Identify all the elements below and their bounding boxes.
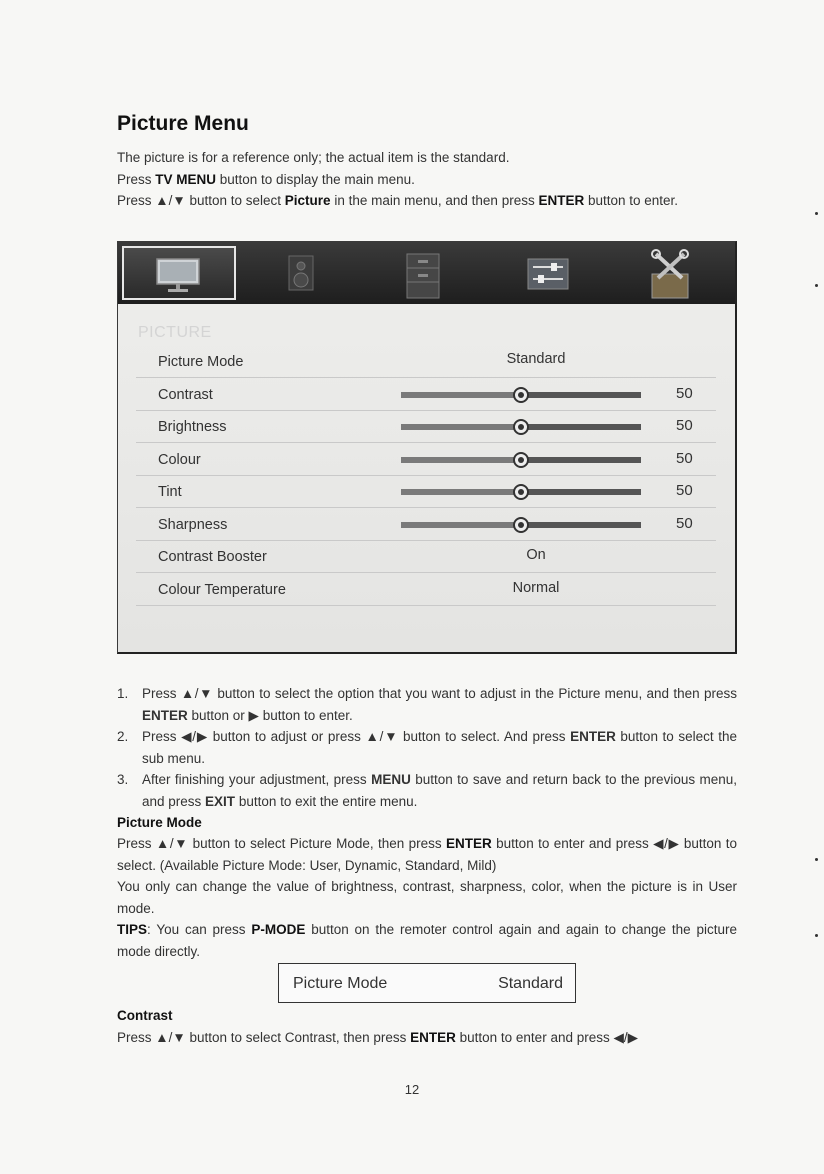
contrast-heading: Contrast (117, 1008, 173, 1023)
step-3: 3. After finishing your adjustment, press MENU button to save and return back to the previous menu, and press EXIT button to exit the entire menu. (117, 772, 737, 809)
menu-row-contrast-booster[interactable] (136, 540, 716, 573)
tips-paragraph: TIPS: You can press P-MODE button on the remoter control again and again to change the picture mode directly. (117, 922, 737, 959)
margin-mark (815, 934, 818, 937)
user-mode-paragraph: You only can change the value of brightness, contrast, sharpness, color, when the picture is in User mode. (117, 879, 737, 916)
intro-line-3: Press ▲/▼ button to select Picture in the main menu, and then press ENTER button to enter. (117, 193, 679, 208)
menu-row-brightness[interactable] (136, 410, 716, 443)
menu-row-colour-temperature[interactable] (136, 573, 716, 606)
page-number: 12 (404, 1082, 420, 1097)
intro-line-1: The picture is for a reference only; the actual item is the standard. (117, 150, 510, 165)
slider-knob[interactable] (513, 452, 529, 468)
monitor-icon (124, 248, 234, 298)
page-title: Picture Menu (117, 112, 249, 135)
row-label: Picture Mode (158, 354, 244, 370)
row-value: Normal (512, 580, 560, 596)
channel-tab[interactable] (364, 244, 482, 302)
sharpness-slider[interactable] (401, 522, 641, 528)
row-label: Colour Temperature (158, 582, 286, 598)
menu-row-tint[interactable] (136, 475, 716, 508)
row-number: 50 (676, 385, 693, 402)
picture-mode-heading: Picture Mode (117, 815, 202, 830)
row-number: 50 (676, 515, 693, 532)
row-label: Contrast Booster (158, 549, 267, 565)
row-label: Tint (158, 484, 182, 500)
menu-row-colour[interactable] (136, 443, 716, 476)
slider-knob[interactable] (513, 387, 529, 403)
margin-mark (815, 858, 818, 861)
tv-menu-tab-bar (118, 242, 735, 304)
tv-menu-screenshot (117, 241, 737, 654)
row-label: Contrast (158, 387, 213, 403)
picture-mode-box (278, 963, 576, 1003)
row-label: Colour (158, 452, 201, 468)
menu-row-contrast[interactable] (136, 378, 716, 411)
row-label: Sharpness (158, 517, 228, 533)
step-2: 2. Press ◀/▶ button to adjust or press ▲/▼ button to select. And press ENTER button to select the sub menu. (117, 729, 737, 766)
intro-line-2: Press TV MENU button to display the main menu. (117, 172, 415, 187)
sliders-icon (488, 244, 606, 302)
menu-row-picture-mode[interactable] (136, 345, 716, 378)
tools-icon (612, 244, 730, 302)
margin-mark (815, 284, 818, 287)
margin-mark (815, 212, 818, 215)
row-number: 50 (676, 417, 693, 434)
row-number: 50 (676, 450, 693, 467)
tv-menu-heading: PICTURE (138, 324, 212, 341)
box-label: Picture Mode (293, 975, 388, 992)
colour-slider[interactable] (401, 457, 641, 463)
slider-knob[interactable] (513, 517, 529, 533)
slider-knob[interactable] (513, 484, 529, 500)
box-value: Standard (498, 975, 563, 992)
settings-tab[interactable] (488, 244, 606, 302)
row-label: Brightness (158, 419, 227, 435)
speaker-icon (242, 244, 360, 302)
row-value: Standard (506, 351, 566, 367)
row-number: 50 (676, 482, 693, 499)
brightness-slider[interactable] (401, 424, 641, 430)
picture-mode-paragraph: Press ▲/▼ button to select Picture Mode, then press ENTER button to enter and press ◀/▶ button to select. (Available Picture Mode: User, Dynamic, Standard, Mild) (117, 836, 737, 873)
row-value: On (526, 547, 546, 563)
tools-tab[interactable] (612, 244, 730, 302)
contrast-slider[interactable] (401, 392, 641, 398)
menu-row-sharpness[interactable] (136, 508, 716, 541)
slider-knob[interactable] (513, 419, 529, 435)
cabinet-icon (364, 244, 482, 302)
sound-tab[interactable] (242, 244, 360, 302)
picture-tab[interactable] (122, 246, 236, 300)
contrast-paragraph: Press ▲/▼ button to select Contrast, then press ENTER button to enter and press ◀/▶ (117, 1030, 638, 1045)
tint-slider[interactable] (401, 489, 641, 495)
step-1: 1. Press ▲/▼ button to select the option that you want to adjust in the Picture menu, and then press ENTER button or ▶ button to enter. (117, 686, 737, 723)
